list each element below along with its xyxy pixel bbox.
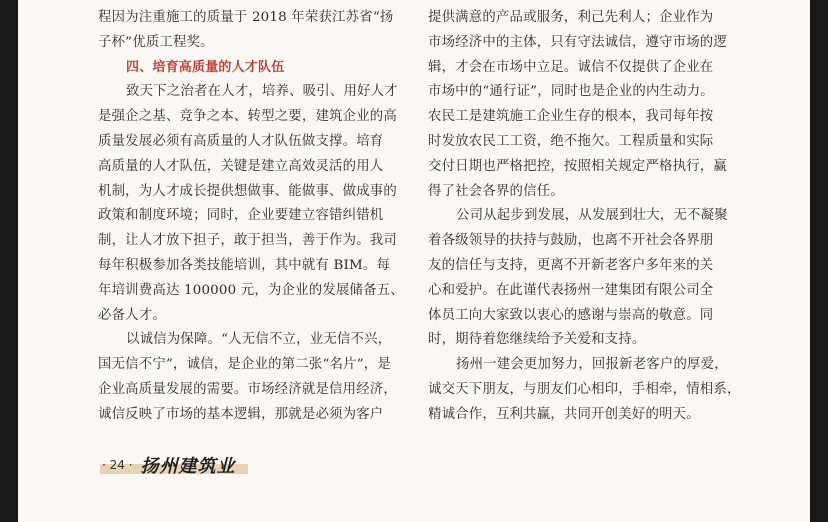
body-line: 体员工向大家致以衷心的感谢与崇高的敬意。同 — [428, 307, 714, 323]
body-line: 国无信不宁”，诚信，是企业的第二张“名片”，是 — [98, 357, 391, 373]
body-line: 每年积极参加各类技能培训，其中就有 BIM。每 — [98, 257, 391, 273]
magazine-page — [18, 0, 810, 522]
body-line: 必备人才。 — [98, 307, 166, 323]
body-line: 政策和制度环境；同时，企业要建立容错纠错机 — [98, 208, 384, 224]
body-line: 得了社会各界的信任。 — [428, 183, 564, 199]
body-line: 机制，为人才成长提供想做事、能做事、做成事的 — [98, 183, 397, 199]
body-line: 时发放农民工工资，绝不拖欠。工程质量和实际 — [428, 133, 714, 149]
body-line: 交付日期也严格把控，按照相关规定严格执行，赢 — [428, 158, 727, 174]
body-line: 高质量的人才队伍，关键是建立高效灵活的用人 — [98, 158, 384, 174]
paragraph-start-line: 以诚信为保障。“人无信不立，业无信不兴， — [126, 332, 392, 348]
body-line: 程因为注重施工的质量于 2018 年荣获江苏省“扬 — [98, 10, 394, 25]
paragraph-start-line: 公司从起步到发展，从发展到壮大，无不凝聚 — [456, 208, 728, 224]
section-heading: 四、培育高质量的人才队伍 — [126, 59, 285, 75]
body-line: 提供满意的产品或服务，利己先利人；企业作为 — [428, 10, 714, 25]
body-line: 农民工是建筑施工企业生存的根本，我司每年按 — [428, 109, 714, 125]
body-line: 年培训费高达 100000 元，为企业的发展储备五、 — [98, 282, 404, 298]
body-line: 制，让人才放下担子，敢于担当，善于作为。我司 — [98, 233, 397, 249]
body-line: 是强企之基、竞争之本、转型之要，建筑企业的高 — [98, 109, 397, 125]
right-text-column — [428, 6, 748, 428]
body-line: 子杯”优质工程奖。 — [98, 34, 214, 50]
body-line: 企业高质量发展的需要。市场经济就是信用经济， — [98, 381, 397, 397]
magazine-title-logo: 扬州建筑业 — [140, 456, 236, 477]
body-line: 友的信任与支持，更离不开新老客户多年来的关 — [428, 257, 714, 273]
body-line: 质量发展必须有高质量的人才队伍做支撑。培育 — [98, 133, 384, 149]
body-line: 时，期待着您继续给予关爱和支持。 — [428, 332, 646, 348]
body-line: 诚信反映了市场的基本逻辑，那就是必须为客户 — [98, 406, 384, 422]
body-line: 心和爱护。在此谨代表扬州一建集团有限公司全 — [428, 282, 714, 298]
paragraph-start-line: 扬州一建会更加努力，回报新老客户的厚爱， — [456, 357, 728, 373]
body-line: 市场中的“通行证”，同时也是企业的内生动力。 — [428, 84, 714, 100]
page-footer — [100, 453, 250, 477]
body-line: 精诚合作，互利共赢，共同开创美好的明天。 — [428, 406, 700, 422]
paragraph-start-line: 致天下之治者在人才，培养、吸引、用好人才 — [126, 84, 398, 100]
body-line: 市场经济中的主体，只有守法诚信，遵守市场的逻 — [428, 34, 727, 50]
left-text-column — [98, 6, 408, 428]
page-number: · 24 · — [102, 458, 133, 472]
body-line: 着各级领导的扶持与鼓励，也离不开社会各界朋 — [428, 233, 714, 249]
body-line: 诚交天下朋友，与朋友们心相印，手相牵，情相系， — [428, 381, 741, 397]
body-line: 辑，才会在市场中立足。诚信不仅提供了企业在 — [428, 59, 714, 75]
